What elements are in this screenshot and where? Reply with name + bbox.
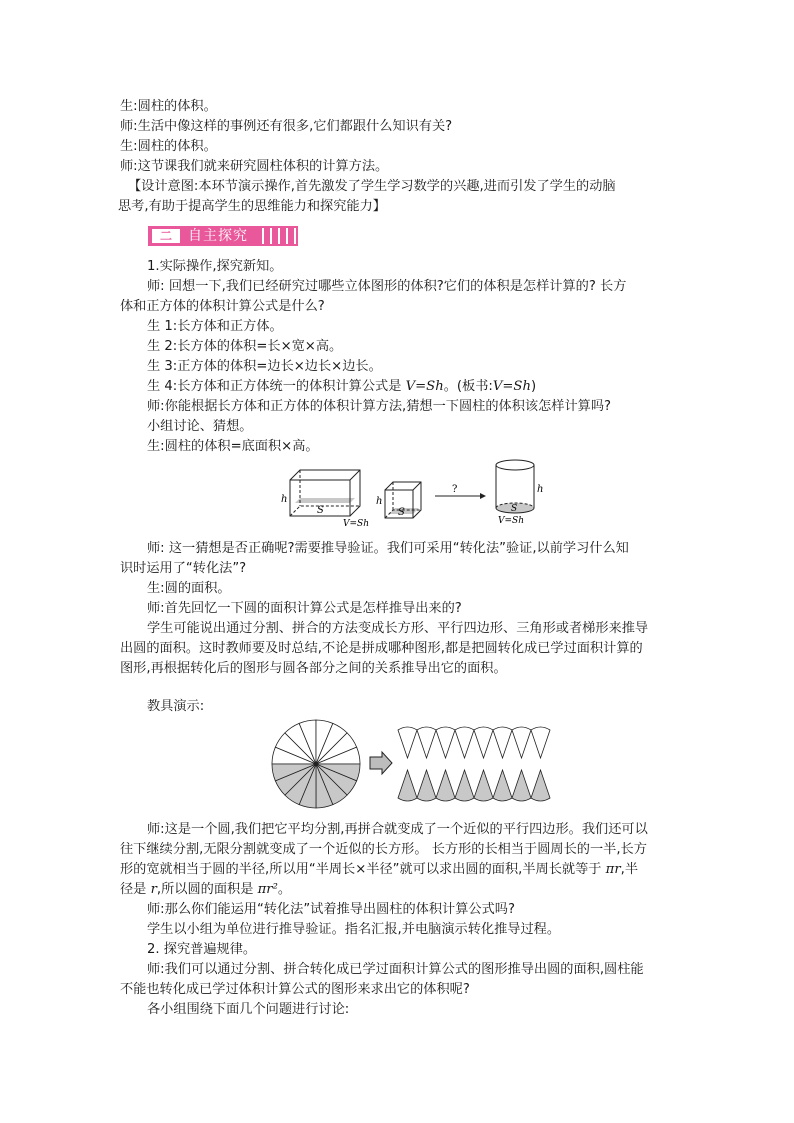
text-line: 师:你能根据长方体和正方体的体积计算方法,猜想一下圆柱的体积该怎样计算吗?	[147, 399, 612, 414]
text-line: 师:首先回忆一下圆的面积计算公式是怎样推导出来的?	[147, 601, 462, 616]
rearranged-sectors	[398, 727, 550, 801]
text-line: 不能也转化成已学过体积计算公式的图形来求出它的体积呢?	[120, 982, 470, 997]
solid-shapes-figure	[275, 458, 565, 530]
text-line: 生 1:长方体和正方体。	[147, 319, 283, 334]
text-run: 生 4:长方体和正方体统一的体积计算公式是	[147, 379, 406, 394]
text-line: 生:圆柱的体积=底面积×高。	[147, 439, 319, 454]
cylinder-top	[496, 460, 534, 470]
block-arrow	[370, 752, 392, 774]
upper-sector	[398, 727, 417, 758]
formula-r: r	[150, 882, 157, 897]
text-line: 生:圆的面积。	[147, 581, 231, 596]
lower-sector	[398, 770, 417, 801]
text-line: 生:圆柱的体积。	[120, 139, 217, 154]
text-line: 体和正方体的体积计算公式是什么?	[120, 299, 325, 314]
text-run: 。	[277, 882, 292, 897]
block-arrow-shape	[370, 752, 392, 774]
upper-sector	[436, 727, 455, 758]
upper-sector	[417, 727, 436, 758]
text-line: 师:这节课我们就来研究圆柱体积的计算方法。	[120, 159, 389, 174]
formula-pi-r-squared: πr²	[257, 882, 278, 897]
text-line: 图形,再根据转化后的图形与圆各部分之间的关系推导出它的面积。	[120, 661, 507, 676]
lower-sector	[474, 770, 493, 801]
design-intent-line: 思考,有助于提高学生的思维能力和探究能力】	[118, 199, 386, 214]
banner-stripe	[286, 228, 288, 244]
design-intent-line: 【设计意图:本环节演示操作,首先激发了学生学习数学的兴趣,进而引发了学生的动脑	[128, 179, 616, 194]
text-line: 1.实际操作,探究新知。	[147, 259, 283, 274]
text-line: 小组讨论、猜想。	[147, 419, 253, 434]
circle-to-parallelogram-figure	[270, 718, 555, 810]
lower-sector	[493, 770, 512, 801]
cuboid-height-label: h	[281, 494, 288, 505]
text-line: 生:圆柱的体积。	[120, 99, 217, 114]
formula-pi-r: πr	[605, 862, 621, 877]
text-line: 教具演示:	[147, 699, 205, 714]
text-line: 师:我们可以通过分割、拼合转化成已学过面积计算公式的图形推导出圆的面积,圆柱能	[147, 962, 644, 977]
formula-v-sh: V=Sh	[405, 379, 444, 394]
cylinder-formula: V=Sh	[498, 516, 525, 526]
lower-sector	[531, 770, 550, 801]
text-line: 各小组围绕下面几个问题进行讨论:	[147, 1002, 350, 1017]
text-line: 出圆的面积。这时教师要及时总结,不论是拼成哪种图形,都是把圆转化成已学过面积计算的	[120, 641, 643, 656]
cuboid-base-label: S	[317, 505, 324, 516]
banner-stripe	[270, 228, 272, 244]
banner-stripe	[294, 228, 296, 244]
text-line: 师: 回想一下,我们已经研究过哪些立体图形的体积?它们的体积是怎样计算的? 长方	[147, 279, 627, 294]
text-line: 师:生活中像这样的事例还有很多,它们都跟什么知识有关?	[120, 119, 453, 134]
text-run: ,所以圆的面积是	[156, 882, 258, 897]
text-line: 识时运用了“转化法”?	[120, 561, 247, 576]
upper-sector	[531, 727, 550, 758]
lower-sector	[417, 770, 436, 801]
text-line	[147, 377, 680, 397]
text-line: 2. 探究普遍规律。	[147, 942, 257, 957]
text-run: ,半	[620, 862, 639, 877]
text-line: 学生可能说出通过分割、拼合的方法变成长方形、平行四边形、三角形或者梯形来推导	[147, 621, 649, 636]
section-number: 二	[152, 229, 180, 243]
section-title: 自主探究	[188, 228, 248, 244]
segmented-circle	[272, 720, 360, 808]
transform-arrow	[435, 493, 486, 499]
text-line: 学生以小组为单位进行推导验证。指名汇报,并电脑演示转化推导过程。	[147, 922, 561, 937]
cube-height-label: h	[376, 496, 383, 507]
section-banner	[148, 226, 298, 246]
lower-sector	[436, 770, 455, 801]
text-run: 径是	[120, 882, 151, 897]
text-line: 生 3:正方体的体积=边长×边长×边长。	[147, 359, 382, 374]
banner-stripe	[262, 228, 264, 244]
cuboid-formula: V=Sh	[343, 519, 370, 529]
upper-sector	[493, 727, 512, 758]
cube-edge	[413, 482, 421, 490]
text-run: 。(板书:	[443, 379, 493, 394]
cube-base-label: S	[398, 507, 405, 518]
upper-sector	[474, 727, 493, 758]
arrow-question-mark: ?	[452, 484, 458, 495]
lower-sector	[455, 770, 474, 801]
cuboid-shape	[290, 470, 360, 516]
text-line: 师:这是一个圆,我们把它平均分割,再拼合就变成了一个近似的平行四边形。我们还可以	[147, 822, 648, 837]
banner-stripe	[278, 228, 280, 244]
text-run: )	[530, 379, 537, 394]
cylinder-height-label: h	[537, 484, 544, 495]
cuboid-base-shading	[295, 498, 355, 503]
upper-sector	[455, 727, 474, 758]
cuboid-edge	[350, 470, 360, 480]
text-line	[120, 860, 680, 880]
text-run: 形的宽就相当于圆的半径,所以用“半周长×半径”就可以求出圆的面积,半周长就等于	[120, 862, 606, 877]
arrow-head	[480, 493, 486, 499]
formula-v-sh: V=Sh	[492, 379, 531, 394]
cylinder-base-label: S	[511, 504, 518, 514]
text-line	[120, 880, 680, 900]
text-line: 师: 这一猜想是否正确呢?需要推导验证。我们可采用“转化法”验证,以前学习什么知	[147, 541, 629, 556]
text-line: 往下继续分割,无限分割就变成了一个近似的长方形。 长方形的长相当于圆周长的一半,长方	[120, 842, 647, 857]
upper-sector	[512, 727, 531, 758]
text-line: 师:那么你们能运用“转化法”试着推导出圆柱的体积计算公式吗?	[147, 902, 515, 917]
text-line: 生 2:长方体的体积=长×宽×高。	[147, 339, 343, 354]
lower-sector	[512, 770, 531, 801]
